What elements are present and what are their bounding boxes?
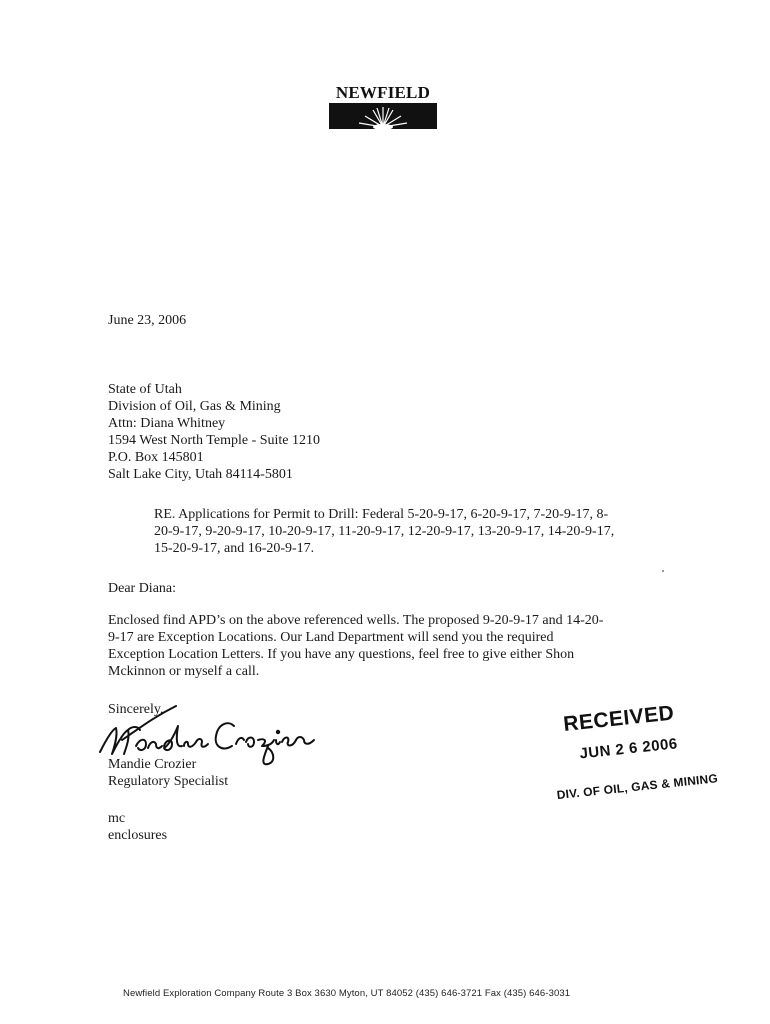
subject-line [154, 506, 664, 557]
signer-title: Regulatory Specialist [108, 774, 229, 789]
closing: Sincerely, [108, 702, 164, 717]
address-line: Salt Lake City, Utah 84114-5801 [108, 467, 293, 482]
body-line: Exception Location Letters. If you have any questions, feel free to give either Shon [108, 647, 575, 662]
body-line: 9-17 are Exception Locations. Our Land Department will send you the required [108, 630, 554, 645]
subject-text: RE. Applications for Permit to Drill: Federal 5-20-9-17, 6-20-9-17, 7-20-9-17, 8- [154, 507, 609, 522]
address-line: P.O. Box 145801 [108, 450, 204, 465]
signer-name: Mandie Crozier [108, 757, 197, 772]
scan-speck [662, 570, 664, 572]
address-line: State of Utah [108, 382, 182, 397]
stamp-date: JUN 2 6 2006 [578, 735, 679, 763]
address-line: Attn: Diana Whitney [108, 416, 226, 431]
letter-date: June 23, 2006 [108, 313, 187, 328]
company-logo [328, 84, 438, 129]
subject-text: 20-9-17, 9-20-9-17, 10-20-9-17, 11-20-9-17, 12-20-9-17, 13-20-9-17, 14-20-9-17, [154, 524, 615, 539]
company-name: NEWFIELD [335, 83, 431, 102]
address-line: 1594 West North Temple - Suite 1210 [108, 433, 321, 448]
body-line: Mckinnon or myself a call. [108, 664, 260, 679]
stamp-title: RECEIVED [562, 701, 676, 736]
stamp-division: DIV. OF OIL, GAS & MINING [556, 771, 719, 803]
enclosures-note: enclosures [108, 828, 168, 843]
sunburst-logo-icon [329, 103, 437, 129]
body-line: Enclosed find APD’s on the above referenced wells. The proposed 9-20-9-17 and 14-20- [108, 613, 604, 628]
letterhead-footer: Newfield Exploration Company Route 3 Box 3630 Myton, UT 84052 (435) 646-3721 Fax (435) 646-3031 [123, 988, 571, 999]
body-paragraph [108, 612, 668, 680]
recipient-address [108, 381, 320, 483]
salutation: Dear Diana: [108, 581, 177, 596]
typist-initials: mc [108, 811, 126, 826]
subject-text: 15-20-9-17, and 16-20-9-17. [154, 541, 315, 556]
received-stamp [540, 691, 726, 819]
address-line: Division of Oil, Gas & Mining [108, 399, 281, 414]
